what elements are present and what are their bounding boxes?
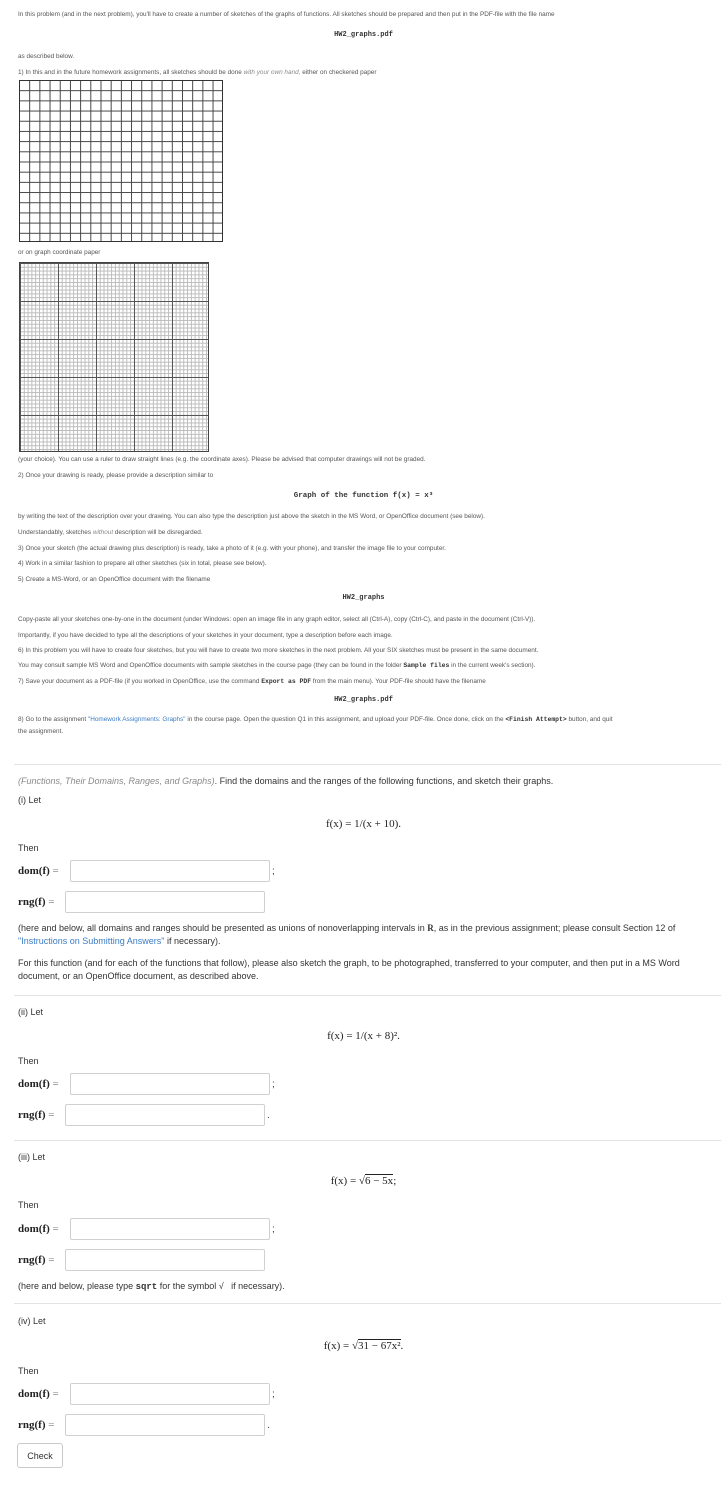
or-graph-paper: or on graph coordinate paper (18, 249, 101, 256)
part-iv-rng-punct: . (267, 1420, 270, 1431)
part-ii-rng-input[interactable] (65, 1104, 265, 1126)
filename-pdf-final: HW2_graphs.pdf (334, 696, 393, 704)
part-iv-label: (iv) Let (18, 1316, 46, 1326)
part-iv-dom-label: dom(f) = (18, 1388, 59, 1400)
by-writing: by writing the text of the description over your drawing. You can also type the description just above the sketch in the MS Word, or OpenOffice document (see below). (18, 513, 485, 520)
part-ii-then: Then (18, 1056, 39, 1066)
part-iii-rng-label: rng(f) = (18, 1254, 55, 1266)
step8: 8) Go to the assignment "Homework Assignments: Graphs" in the course page. Open the question Q1 in this assignment, and upload your PDF-file. Once done, click on the <Finish Attempt> button, and quit (18, 716, 613, 723)
graph-title-example: Graph of the function f(x) = x³ (293, 492, 434, 500)
divider (14, 1303, 721, 1304)
part-i-dom-input[interactable] (70, 860, 270, 882)
part-iv-then: Then (18, 1366, 39, 1376)
step4: 4) Work in a similar fashion to prepare all other sketches (six in total, please see below). (18, 560, 267, 567)
step8-end: the assignment. (18, 728, 64, 735)
part-iv-dom-punct: ; (272, 1389, 275, 1400)
question-header: (Functions, Their Domains, Ranges, and Graphs). Find the domains and the ranges of the following functions, and sketch their graphs. (18, 776, 554, 786)
divider (14, 764, 721, 765)
checkered-paper-image (19, 80, 223, 242)
part-i-dom-label: dom(f) = (18, 865, 59, 877)
note-intervals: (here and below, all domains and ranges should be presented as unions of nonoverlapping intervals in R, as in the previous assignment; please consult Section 12 of "Instructions on Submitting Answers" if necessary). (18, 923, 676, 946)
part-i-rng-label: rng(f) = (18, 896, 55, 908)
part-ii-dom-label: dom(f) = (18, 1078, 59, 1090)
filename-pdf: HW2_graphs.pdf (334, 31, 393, 39)
part-ii-dom-punct: ; (272, 1079, 275, 1090)
part-i-then: Then (18, 843, 39, 853)
part-iii-dom-label: dom(f) = (18, 1223, 59, 1235)
instructions-link[interactable]: "Instructions on Submitting Answers" (18, 936, 165, 946)
part-ii-dom-input[interactable] (70, 1073, 270, 1095)
part-iii-formula: f(x) = √6 − 5x; (330, 1175, 397, 1187)
part-iv-formula: f(x) = √31 − 67x². (323, 1340, 404, 1352)
part-iii-rng-input[interactable] (65, 1249, 265, 1271)
divider (14, 995, 721, 996)
step5: 5) Create a MS-Word, or an OpenOffice document with the filename (18, 576, 211, 583)
part-iii-dom-input[interactable] (70, 1218, 270, 1240)
part-i-label: (i) Let (18, 795, 42, 805)
part-ii-formula: f(x) = 1/(x + 8)². (327, 1030, 400, 1042)
filename-doc: HW2_graphs (342, 594, 385, 602)
part-i-dom-punct: ; (272, 866, 275, 877)
homework-assignments-link[interactable]: "Homework Assignments: Graphs" (87, 716, 186, 723)
part-ii-rng-punct: . (267, 1110, 270, 1121)
graph-paper-image (19, 262, 209, 452)
part-iv-rng-input[interactable] (65, 1414, 265, 1436)
intro-line1: In this problem (and in the next problem), you'll have to create a number of sketches of the graphs of functions. All sketches should be prepared and then put in the PDF-file with the file name (18, 11, 555, 18)
part-i-formula: f(x) = 1/(x + 10). (325, 818, 402, 830)
part-ii-label: (ii) Let (18, 1007, 44, 1017)
understandably: Understandably, sketches without description will be disregarded. (18, 529, 203, 536)
part-i-rng-input[interactable] (65, 891, 265, 913)
part-iii-label: (iii) Let (18, 1152, 46, 1162)
part-iii-dom-punct: ; (272, 1224, 275, 1235)
note-sketch: For this function (and for each of the functions that follow), please also sketch the graph, to be photographed, transferred to your computer, and then put in a MS Word document, or an OpenOffice document, as described above. (18, 958, 680, 981)
part-iv-rng-label: rng(f) = (18, 1419, 55, 1431)
part-iv-dom-input[interactable] (70, 1383, 270, 1405)
as-described: as described below. (18, 53, 75, 60)
step3: 3) Once your sketch (the actual drawing plus description) is ready, take a photo of it (e.g. with your phone), and transfer the image file to your computer. (18, 545, 446, 552)
step6: 6) In this problem you will have to create four sketches, but you will have to create two more sketches in the next problem. All your SIX sketches must be present in the same document. (18, 647, 539, 654)
part-iii-then: Then (18, 1200, 39, 1210)
step1: 1) In this and in the future homework assignments, all sketches should be done with your own hand, either on checkered paper (18, 69, 377, 76)
note-sqrt: (here and below, please type sqrt for the symbol √ if necessary). (18, 1281, 285, 1292)
divider (14, 1140, 721, 1141)
importantly: Importantly, if you have decided to type all the descriptions of your sketches in your document, type a description before each image. (18, 632, 393, 639)
part-ii-rng-label: rng(f) = (18, 1109, 55, 1121)
step2: 2) Once your drawing is ready, please provide a description similar to (18, 472, 214, 479)
your-choice: (your choice). You can use a ruler to draw straight lines (e.g. the coordinate axes). Please be advised that computer drawings will not be graded. (18, 456, 426, 463)
consult: You may consult sample MS Word and OpenOffice documents with sample sketches in the course page (they can be found in the folder Sample files in the current week's section). (18, 662, 536, 669)
copy-paste: Copy-paste all your sketches one-by-one in the document (under Windows: open an image file in any graph editor, select all (Ctrl-A), copy (Ctrl-C), and paste in the document (Ctrl-V)). (18, 616, 536, 623)
check-button[interactable]: Check (17, 1443, 63, 1468)
step7: 7) Save your document as a PDF-file (if you worked in OpenOffice, use the command Export as PDF from the main menu). Your PDF-file should have the filename (18, 678, 486, 685)
